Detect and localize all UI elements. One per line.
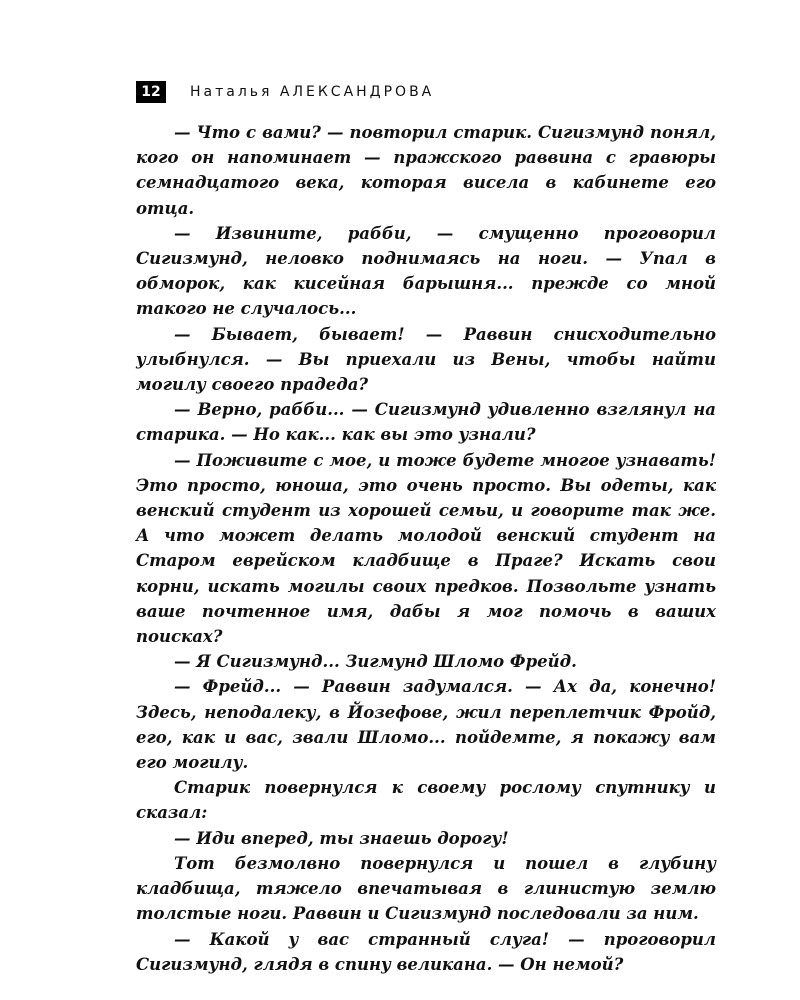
- paragraph: — Что с вами? — повторил старик. Сигизмунд понял, кого он напоминает — пражского раввина с гравюры семнадцатого века, которая висела в кабинете его отца.: [136, 123, 716, 218]
- paragraph: — Фрейд... — Раввин задумался. — Ах да, конечно! Здесь, неподалеку, в Йозефове, жил переплетчик Фройд, его, как и вас, звали Шломо... пойдемте, я покажу вам его могилу.: [136, 677, 716, 773]
- paragraph: — Поживите с мое, и тоже будете многое узнавать! Это просто, юноша, это очень просто. Вы одеты, как венский студент из хорошей семьи, и говорите так же. А что может делать молодой венский студент на Старом еврейском кладбище в Праге? Искать свои корни, искать могилы своих предков. Позвольте узнать ваше почтенное имя, дабы я мог помочь в ваших поисках?: [136, 450, 716, 647]
- paragraph: — Какой у вас странный слуга! — проговорил Сигизмунд, глядя в спину великана. — Он немой?: [136, 929, 716, 974]
- page-header: [136, 80, 434, 104]
- paragraph: Тот безмолвно повернулся и пошел в глубину кладбища, тяжело впечатывая в глинистую землю толстые ноги. Раввин и Сигизмунд последовали за ним.: [136, 853, 716, 924]
- paragraph: — Я Сигизмунд... Зигмунд Шломо Фрейд.: [174, 652, 577, 672]
- page-number: 12: [136, 81, 166, 103]
- paragraph: Старик повернулся к своему рослому спутнику и сказал:: [136, 778, 716, 823]
- running-head-author: Наталья АЛЕКСАНДРОВА: [190, 84, 435, 100]
- paragraph: — Иди вперед, ты знаешь дорогу!: [174, 828, 509, 848]
- paragraph: — Извините, рабби, — смущенно проговорил Сигизмунд, неловко поднимаясь на ноги. — Упал в обморок, как кисейная барышня... прежде со мной такого не случалось...: [136, 223, 716, 319]
- paragraph: — Бывает, бывает! — Раввин снисходительно улыбнулся. — Вы приехали из Вены, чтобы найти могилу своего прадеда?: [136, 324, 716, 395]
- paragraph: — Верно, рабби... — Сигизмунд удивленно взглянул на старика. — Но как... как вы это узнали?: [136, 400, 716, 445]
- body-text: [136, 120, 716, 977]
